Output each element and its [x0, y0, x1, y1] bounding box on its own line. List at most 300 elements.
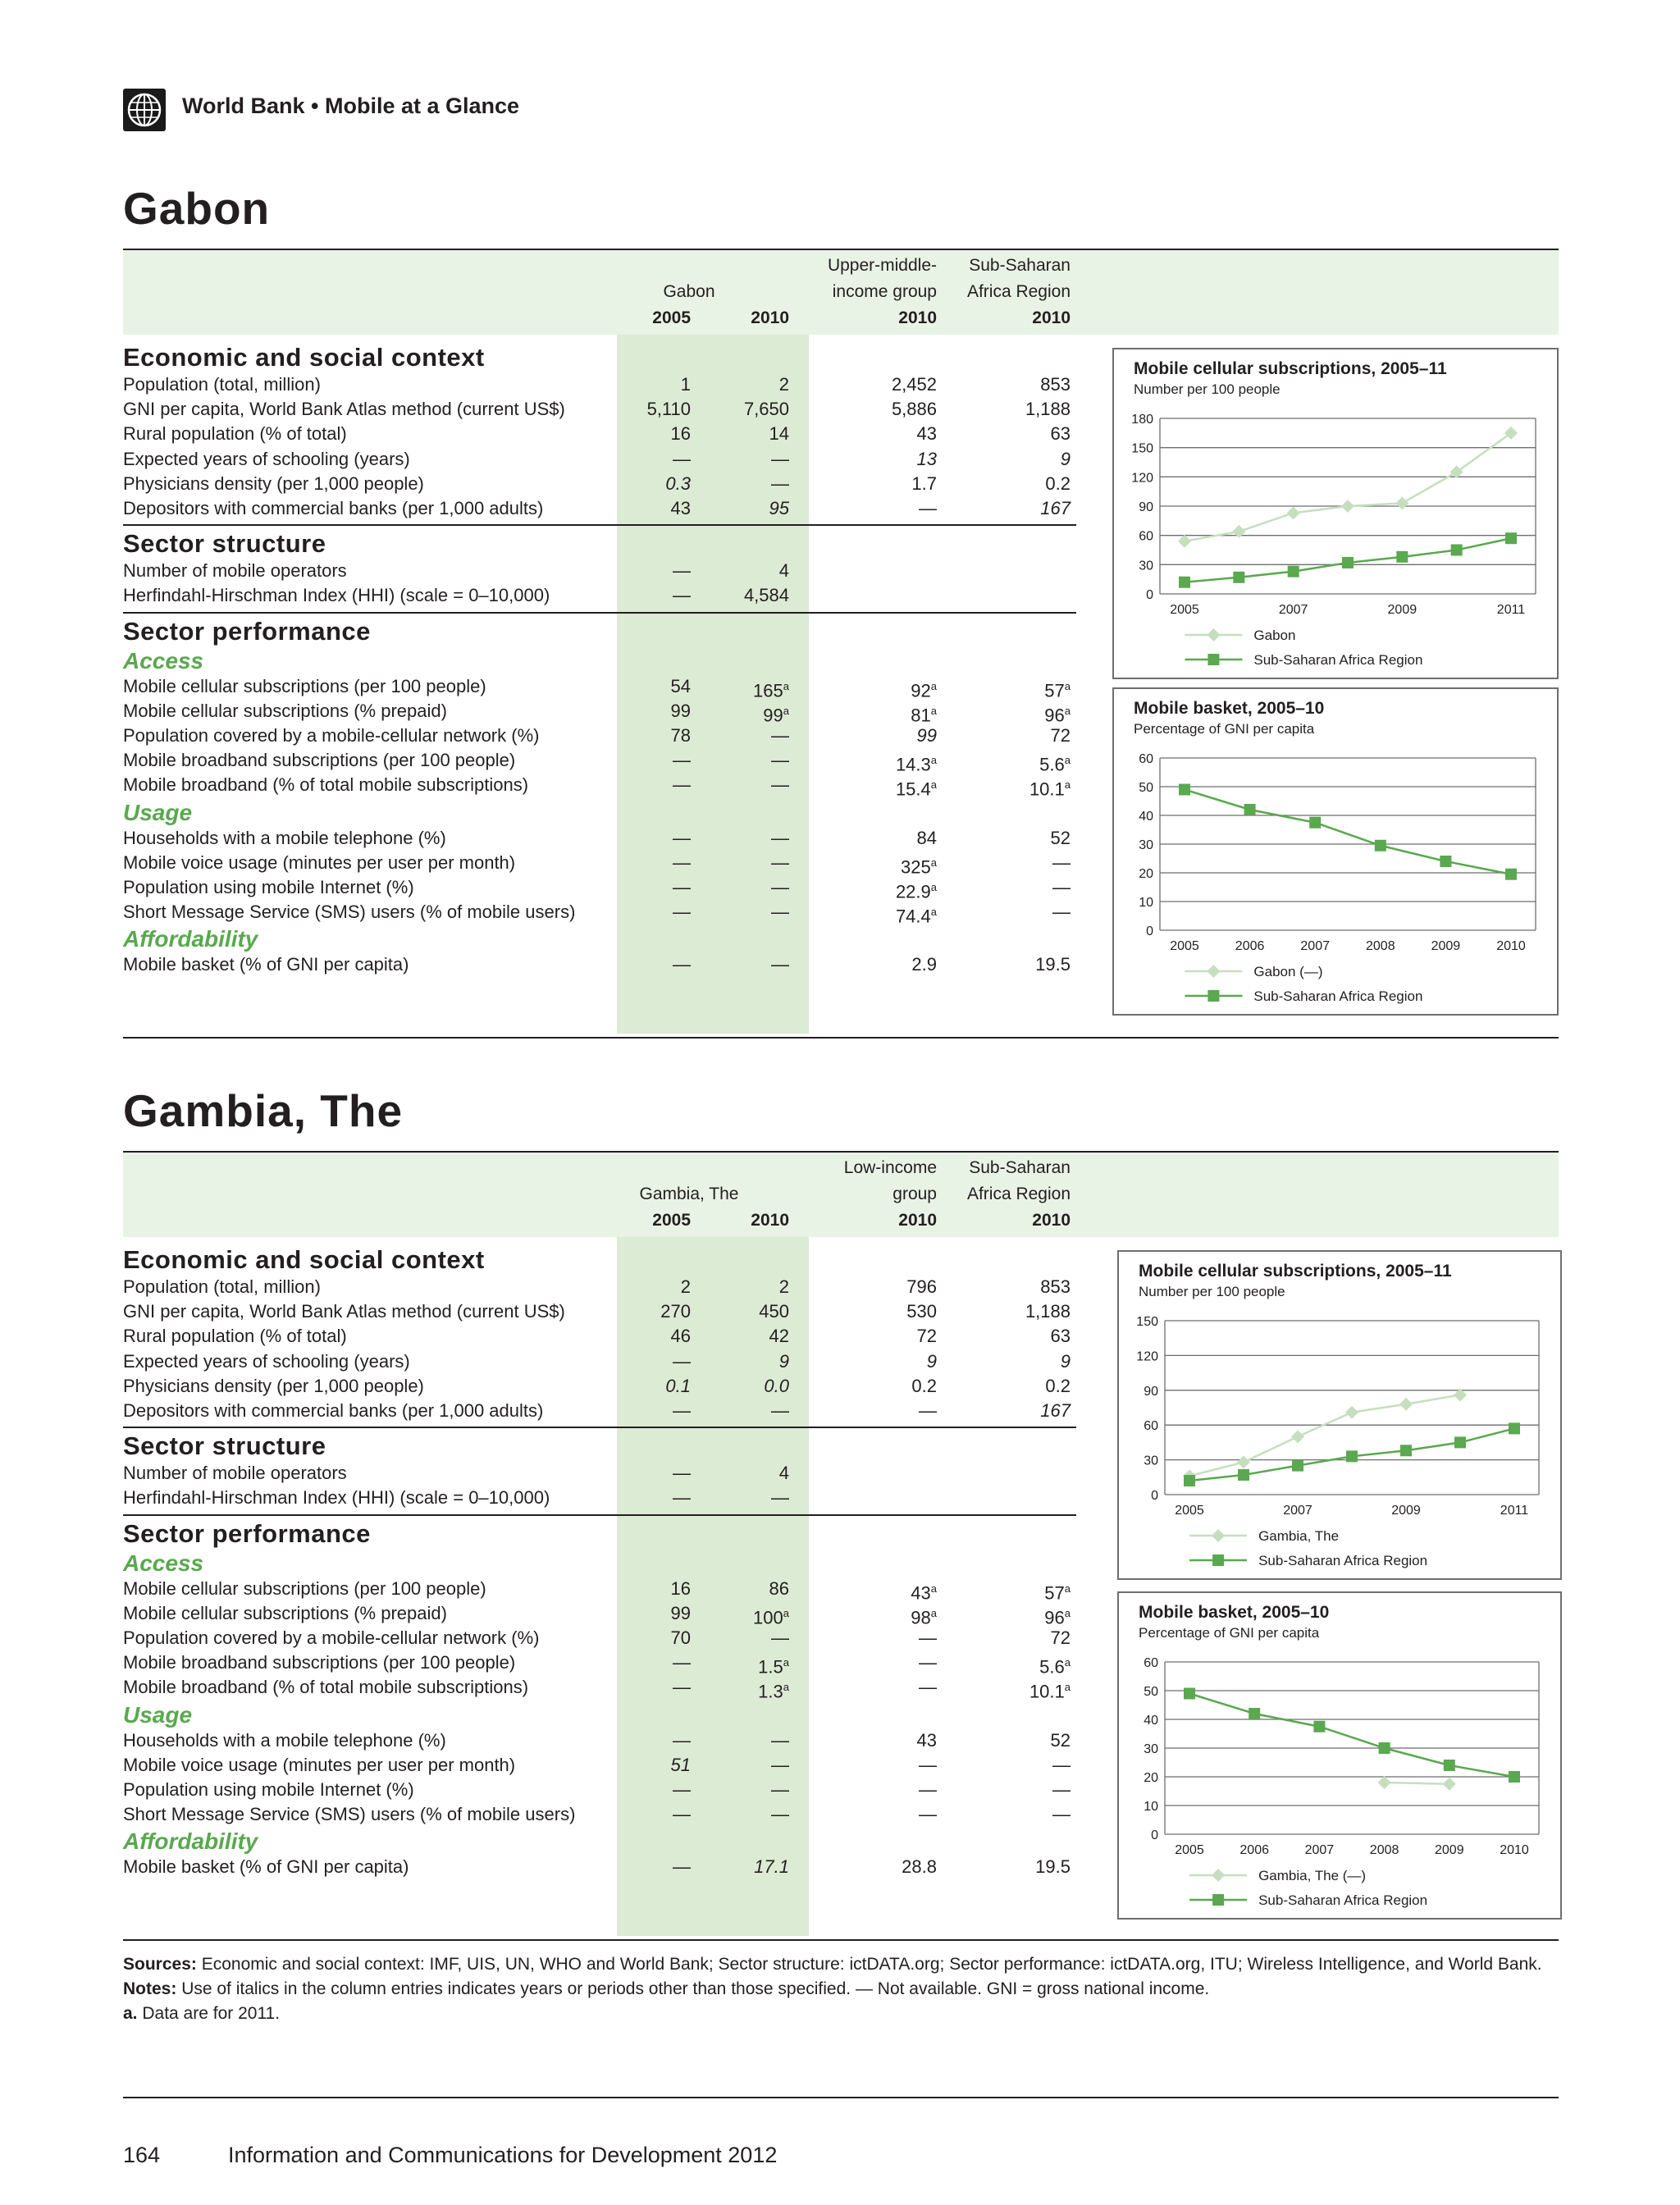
cell-value: — [673, 774, 691, 796]
footnote-marker: a [1064, 704, 1071, 717]
data-point-square [1249, 1708, 1260, 1719]
y-tick-label: 20 [1139, 867, 1153, 881]
cell-value: 4,584 [743, 585, 789, 606]
table-cell [592, 724, 691, 748]
table-cell [592, 1626, 691, 1650]
cell-value: 16 [670, 1577, 691, 1599]
y-tick-label: 150 [1131, 441, 1153, 456]
cell-value: 2,452 [891, 374, 937, 395]
chart-panel [1112, 348, 1559, 679]
table-cell [592, 1324, 691, 1349]
footnote-marker: a [783, 1681, 789, 1694]
y-tick-label: 20 [1144, 1771, 1158, 1785]
data-point-square [1509, 1422, 1520, 1434]
legend-label: Gabon [1253, 628, 1296, 643]
column-year-header: 2010 [751, 1211, 789, 1230]
cell-value: — [919, 1628, 937, 1648]
y-tick-label: 10 [1144, 1800, 1158, 1814]
y-tick-label: 0 [1151, 1489, 1158, 1503]
indicator-label: Number of mobile operators [123, 1463, 347, 1484]
line-chart [1119, 1593, 1560, 1918]
cell-value: 530 [906, 1301, 937, 1322]
legend-label: Gambia, The [1258, 1528, 1340, 1544]
data-point-diamond [1395, 496, 1408, 509]
table-cell [691, 1577, 789, 1601]
table-cell [592, 1299, 691, 1324]
table-cell [691, 851, 789, 875]
footnote-marker: a [1064, 1656, 1071, 1669]
cell-value: 2 [680, 1276, 691, 1297]
indicator-label: Mobile cellular subscriptions (% prepaid) [123, 700, 447, 721]
y-tick-label: 40 [1144, 1714, 1158, 1728]
table-cell [972, 724, 1071, 748]
cell-value: — [771, 851, 789, 873]
column-year-header: 2010 [1032, 308, 1071, 327]
column-year-header: 2005 [652, 1211, 691, 1230]
x-tick-label: 2009 [1431, 939, 1461, 953]
cell-value: — [771, 750, 789, 771]
cell-value: — [673, 560, 691, 582]
table-cell [972, 1349, 1071, 1374]
table-cell [592, 472, 691, 496]
table-bottom-rule [123, 1939, 1559, 1941]
sources-label: Sources: [123, 1955, 197, 1974]
cell-value: 42 [769, 1326, 789, 1347]
data-point-diamond [1399, 1398, 1413, 1411]
table-cell [838, 1374, 937, 1399]
cell-value: 43 [911, 1582, 931, 1603]
table-cell [972, 826, 1071, 851]
legend-marker [1208, 990, 1219, 1002]
table-cell [592, 1577, 691, 1601]
data-point-diamond [1504, 427, 1518, 440]
subsection-heading: Affordability [123, 1828, 258, 1855]
table-cell [691, 1802, 789, 1827]
table-cell [972, 372, 1071, 397]
cell-value: 9 [1060, 448, 1071, 469]
table-cell [691, 397, 789, 422]
indicator-label: Physicians density (per 1,000 people) [123, 472, 424, 494]
footnote-a-label: a. [123, 2004, 138, 2023]
section-heading: Sector performance [123, 616, 371, 646]
data-point-diamond [1237, 1455, 1250, 1468]
table-cell [838, 699, 937, 724]
cell-value: 92 [911, 679, 931, 701]
cell-value: 16 [670, 423, 691, 445]
column-year-header: 2010 [1032, 1211, 1071, 1230]
table-cell [972, 1275, 1071, 1299]
cell-value: — [1052, 1804, 1071, 1825]
cell-value: — [771, 1628, 789, 1648]
table-cell [972, 1577, 1071, 1601]
x-tick-label: 2006 [1235, 939, 1265, 953]
y-tick-label: 0 [1146, 588, 1153, 602]
table-cell [972, 699, 1071, 724]
cell-value: — [673, 1652, 691, 1673]
subsection-heading: Access [123, 647, 204, 673]
cell-value: 99 [916, 725, 937, 746]
column-group-header: Africa Region [966, 1185, 1071, 1203]
legend-label: Sub-Saharan Africa Region [1253, 652, 1423, 668]
y-tick-label: 30 [1144, 1742, 1158, 1756]
data-point-square [1509, 1771, 1520, 1783]
cell-value: — [771, 827, 789, 848]
y-tick-label: 90 [1144, 1384, 1158, 1399]
indicator-label: Population (total, million) [123, 1276, 321, 1297]
cell-value: 43 [916, 423, 937, 445]
chart-title: Mobile basket, 2005–10 [1139, 1603, 1330, 1622]
cell-value: 86 [769, 1577, 789, 1599]
y-tick-label: 60 [1139, 752, 1153, 766]
table-cell [592, 1275, 691, 1299]
table-top-rule [123, 1151, 1559, 1153]
legend-marker [1212, 1894, 1224, 1906]
table-cell [691, 1461, 789, 1486]
y-tick-label: 0 [1151, 1828, 1158, 1842]
table-cell [691, 583, 789, 608]
cell-value: — [1052, 902, 1071, 923]
notes-text: Use of italics in the column entries indicates years or periods other than those specified. — Not available. GNI = gross national income. [181, 1979, 1210, 1998]
data-point-diamond [1341, 500, 1354, 513]
cell-value: 5,886 [891, 399, 937, 420]
chart-panel [1117, 1250, 1562, 1580]
table-cell [972, 496, 1071, 521]
data-point-square [1184, 1475, 1195, 1486]
indicator-label: Mobile cellular subscriptions (per 100 people) [123, 675, 486, 696]
table-cell [838, 851, 937, 878]
table-cell [838, 1324, 937, 1349]
cell-value: 17.1 [754, 1856, 789, 1878]
footnote-marker: a [930, 881, 937, 893]
indicator-label: Expected years of schooling (years) [123, 448, 410, 469]
column-year-header: 2010 [898, 308, 937, 327]
indicator-label: Depositors with commercial banks (per 1,000 adults) [123, 1400, 544, 1421]
table-cell [691, 900, 789, 924]
section-rule [123, 1514, 1076, 1516]
cell-value: 0.0 [764, 1375, 789, 1396]
table-cell [592, 1753, 691, 1778]
y-tick-label: 150 [1136, 1315, 1158, 1329]
chart-title: Mobile cellular subscriptions, 2005–11 [1139, 1262, 1452, 1281]
subsection-heading: Access [123, 1550, 204, 1576]
cell-value: 10.1 [1029, 778, 1065, 800]
cell-value: 1,188 [1025, 1301, 1071, 1322]
cell-value: 9 [778, 1350, 789, 1372]
subsection-heading: Usage [123, 1701, 193, 1728]
table-bottom-rule [123, 1037, 1559, 1039]
table-cell [592, 674, 691, 699]
cell-value: 0.2 [911, 1375, 937, 1396]
column-group-header: income group [832, 282, 937, 301]
section-heading: Sector structure [123, 1431, 326, 1461]
table-cell [838, 826, 937, 851]
table-cell [592, 1802, 691, 1827]
data-point-square [1505, 869, 1517, 880]
legend-label: Sub-Saharan Africa Region [1258, 1553, 1428, 1568]
footnote-marker: a [1064, 1582, 1071, 1595]
table-cell [691, 496, 789, 521]
table-cell [972, 1626, 1071, 1650]
cell-value: 63 [1050, 423, 1071, 445]
data-point-square [1233, 572, 1244, 583]
table-cell [972, 773, 1071, 800]
cell-value: 14 [769, 423, 789, 445]
cell-value: — [771, 1804, 789, 1825]
cell-value: 4 [778, 1463, 789, 1484]
table-cell [592, 1650, 691, 1675]
world-bank-logo-icon [123, 89, 166, 131]
section-heading: Sector performance [123, 1518, 371, 1548]
table-cell [691, 748, 789, 773]
table-cell [691, 699, 789, 724]
data-point-square [1375, 840, 1386, 851]
cell-value: 796 [906, 1276, 937, 1297]
chart-title: Mobile cellular subscriptions, 2005–11 [1134, 359, 1447, 378]
section-rule [123, 612, 1076, 614]
cell-value: 43 [670, 498, 691, 518]
series-line [1189, 1395, 1460, 1476]
table-top-rule [123, 249, 1559, 250]
table-cell [691, 1626, 789, 1650]
cell-value: 57 [1044, 679, 1065, 701]
table-cell [972, 674, 1071, 699]
cell-value: — [771, 954, 789, 975]
indicator-label: Number of mobile operators [123, 560, 347, 582]
table-cell [592, 1601, 691, 1626]
cell-value: 10.1 [1029, 1681, 1065, 1702]
footnote-marker: a [783, 1656, 789, 1669]
data-point-square [1184, 1688, 1195, 1700]
table-cell [691, 1650, 789, 1678]
table-cell [838, 875, 937, 900]
data-point-square [1451, 545, 1463, 556]
cell-value: 95 [769, 498, 789, 518]
cell-value: 84 [916, 827, 937, 848]
table-cell [691, 1855, 789, 1879]
indicator-label: Mobile broadband subscriptions (per 100 people) [123, 1652, 516, 1673]
x-tick-label: 2005 [1175, 1504, 1204, 1518]
indicator-label: Mobile voice usage (minutes per user per month) [123, 851, 516, 873]
data-point-square [1313, 1721, 1325, 1732]
y-tick-label: 60 [1144, 1419, 1158, 1434]
cell-value: — [919, 1400, 937, 1421]
table-cell [592, 748, 691, 773]
cell-value: 2 [778, 374, 789, 395]
data-point-square [1292, 1460, 1303, 1472]
data-point-square [1396, 551, 1408, 563]
cell-value: 9 [926, 1350, 937, 1372]
column-group-header: Low-income [843, 1158, 937, 1177]
sources-text: Economic and social context: IMF, UIS, UN, WHO and World Bank; Sector structure: ictDATA.org; Sector performance: ictDATA.org, ITU; Wireless Intelligence, and World Bank. [201, 1955, 1542, 1974]
running-header: World Bank • Mobile at a Glance [182, 94, 520, 118]
data-point-square [1346, 1450, 1358, 1462]
table-cell [838, 372, 937, 397]
cell-value: — [673, 851, 691, 873]
y-tick-label: 30 [1139, 838, 1153, 852]
table-cell [592, 1349, 691, 1374]
column-year-header: 2010 [898, 1211, 937, 1230]
page-number: 164 [123, 2143, 161, 2167]
data-point-square [1379, 1742, 1390, 1754]
cell-value: — [1052, 1754, 1071, 1775]
data-point-diamond [1378, 1776, 1391, 1789]
table-cell [691, 1299, 789, 1324]
table-cell [838, 1778, 937, 1802]
table-cell [691, 724, 789, 748]
table-cell [691, 1753, 789, 1778]
footnote-marker: a [930, 906, 937, 919]
cell-value: 0.1 [665, 1375, 691, 1396]
line-chart [1114, 349, 1557, 678]
table-cell [592, 851, 691, 875]
table-cell [691, 1399, 789, 1423]
data-point-diamond [1232, 525, 1245, 538]
table-cell [691, 559, 789, 583]
cell-value: — [771, 902, 789, 923]
table-cell [691, 1778, 789, 1802]
section-heading: Sector structure [123, 529, 326, 559]
cell-value: — [919, 1754, 937, 1775]
cell-value: 4 [778, 560, 789, 582]
cell-value: 167 [1040, 1400, 1071, 1421]
table-cell [691, 875, 789, 900]
cell-value: — [771, 877, 789, 897]
cell-value: 1.5 [758, 1656, 783, 1678]
cell-value: — [919, 1779, 937, 1800]
table-cell [838, 1626, 937, 1650]
cell-value: — [771, 448, 789, 469]
column-group-header: Upper-middle- [827, 256, 937, 275]
indicator-label: Mobile basket (% of GNI per capita) [123, 954, 409, 975]
table-cell [838, 1650, 937, 1675]
indicator-label: Short Message Service (SMS) users (% of mobile users) [123, 1804, 576, 1825]
table-cell [972, 1675, 1071, 1700]
cell-value: — [673, 1804, 691, 1825]
table-cell [838, 447, 937, 472]
x-tick-label: 2008 [1366, 939, 1395, 953]
data-point-diamond [1443, 1778, 1456, 1791]
legend-marker [1207, 628, 1220, 641]
cell-value: 0.3 [665, 472, 691, 494]
indicator-label: Mobile broadband subscriptions (per 100 people) [123, 750, 516, 771]
data-point-square [1505, 532, 1517, 544]
cell-value: — [673, 585, 691, 606]
table-cell [592, 397, 691, 422]
footnote-marker: a [783, 679, 789, 692]
x-tick-label: 2005 [1175, 1843, 1204, 1857]
cell-value: 28.8 [902, 1856, 937, 1878]
y-tick-label: 120 [1136, 1349, 1158, 1364]
table-cell [592, 826, 691, 851]
notes-note [123, 1979, 1209, 1999]
cell-value: 96 [1044, 1607, 1065, 1628]
footnote-marker: a [783, 704, 789, 717]
x-tick-label: 2009 [1435, 1843, 1464, 1857]
series-line [1185, 433, 1511, 541]
x-tick-label: 2005 [1170, 603, 1199, 617]
table-cell [592, 1374, 691, 1399]
cell-value: — [673, 1677, 691, 1698]
x-tick-label: 2010 [1496, 939, 1526, 953]
x-tick-label: 2011 [1496, 603, 1526, 617]
table-cell [838, 952, 937, 977]
y-tick-label: 30 [1139, 559, 1153, 573]
data-point-square [1309, 817, 1321, 829]
column-year-header: 2005 [652, 308, 691, 327]
y-tick-label: 30 [1144, 1454, 1158, 1468]
table-cell [838, 1349, 937, 1374]
table-cell [592, 1855, 691, 1879]
table-cell [691, 826, 789, 851]
legend-label: Sub-Saharan Africa Region [1253, 988, 1423, 1004]
cell-value: — [673, 1729, 691, 1751]
cell-value: 7,650 [743, 399, 789, 420]
table-cell [592, 875, 691, 900]
subsection-heading: Usage [123, 799, 193, 825]
table-cell [592, 1399, 691, 1423]
data-point-diamond [1287, 506, 1300, 519]
cell-value: 9 [1060, 1350, 1071, 1372]
table-cell [838, 1675, 937, 1700]
table-cell [592, 699, 691, 724]
cell-value: — [771, 774, 789, 796]
indicator-label: Mobile voice usage (minutes per user per month) [123, 1754, 516, 1775]
cell-value: — [673, 1856, 691, 1878]
indicator-label: Herfindahl-Hirschman Index (HHI) (scale = 0–10,000) [123, 1487, 550, 1509]
column-group-header: Sub-Saharan [969, 1158, 1071, 1177]
table-cell [972, 1324, 1071, 1349]
indicator-label: Rural population (% of total) [123, 423, 347, 445]
cell-value: — [919, 1652, 937, 1673]
cell-value: 2.9 [911, 954, 937, 975]
y-tick-label: 120 [1131, 471, 1153, 486]
cell-value: — [673, 750, 691, 771]
table-cell [972, 422, 1071, 446]
cell-value: — [1052, 851, 1071, 873]
x-tick-label: 2006 [1239, 1843, 1269, 1857]
indicator-label: Mobile basket (% of GNI per capita) [123, 1856, 409, 1878]
table-cell [592, 422, 691, 446]
indicator-label: GNI per capita, World Bank Atlas method (current US$) [123, 399, 565, 420]
legend-label: Gabon (—) [1253, 964, 1323, 979]
line-chart [1119, 1252, 1560, 1578]
cell-value: 43 [916, 1729, 937, 1751]
table-cell [972, 748, 1071, 773]
legend-marker [1212, 1554, 1224, 1566]
cell-value: — [771, 1754, 789, 1775]
cell-value: 72 [916, 1326, 937, 1347]
chart-subtitle: Percentage of GNI per capita [1139, 1625, 1320, 1641]
cell-value: 15.4 [895, 778, 931, 800]
indicator-label: Mobile broadband (% of total mobile subscriptions) [123, 774, 529, 796]
table-cell [972, 1601, 1071, 1626]
footnote-marker: a [930, 679, 937, 692]
footnote-marker: a [1064, 778, 1071, 792]
chart-title: Mobile basket, 2005–10 [1134, 699, 1325, 718]
footnote-marker: a [1064, 1606, 1071, 1619]
indicator-label: Expected years of schooling (years) [123, 1350, 410, 1372]
cell-value: 52 [1050, 827, 1071, 848]
table-cell [972, 1299, 1071, 1324]
column-group-country: Gambia, The [639, 1185, 739, 1203]
table-cell [691, 472, 789, 496]
table-cell [838, 1275, 937, 1299]
table-cell [592, 1675, 691, 1700]
table-cell [838, 724, 937, 748]
cell-value: — [673, 1487, 691, 1509]
data-point-diamond [1178, 535, 1191, 548]
table-cell [972, 397, 1071, 422]
